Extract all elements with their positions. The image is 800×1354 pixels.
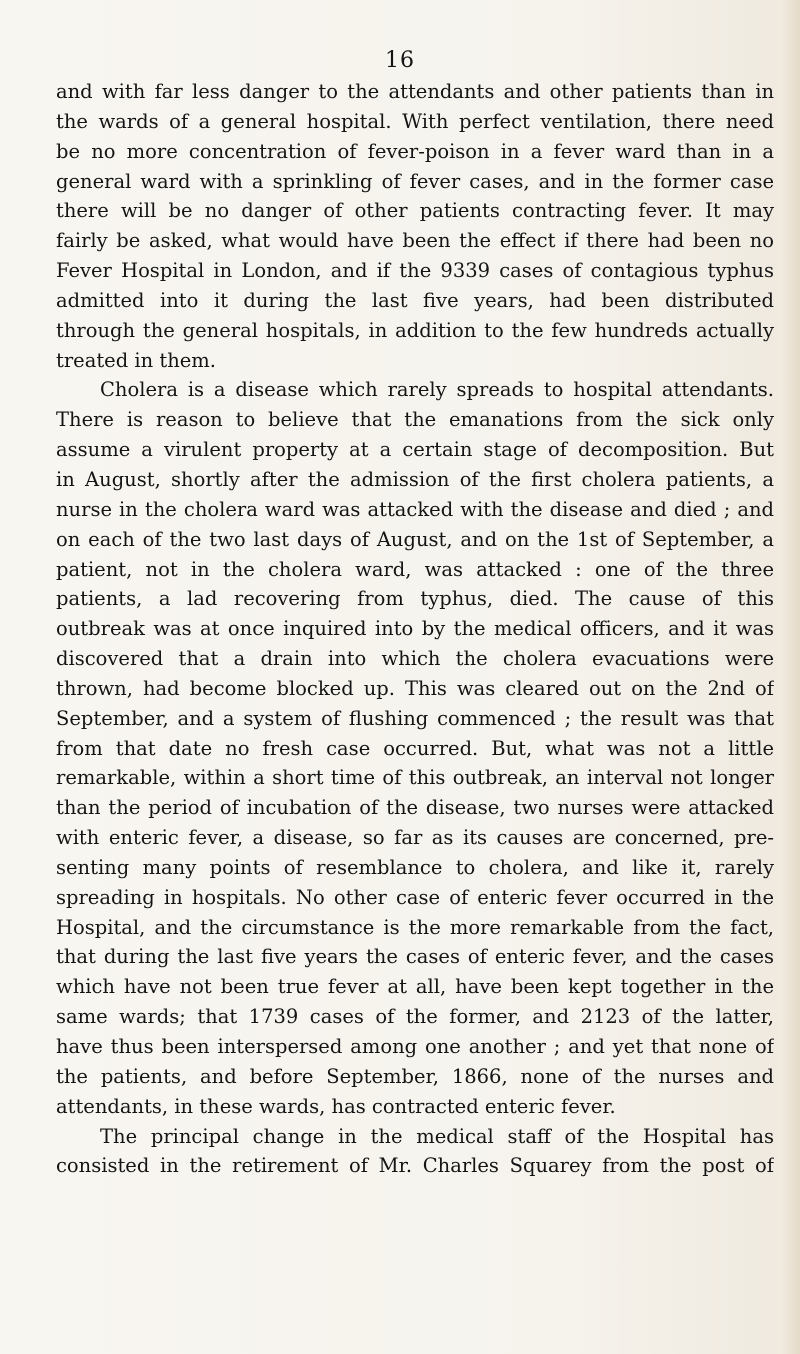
text-line: general ward with a sprinkling of fever cases, and in the former case xyxy=(56,169,774,193)
text-line: nurse in the cholera ward was attacked with the disease and died ; and xyxy=(56,497,774,521)
text-line: discovered that a drain into which the cholera evacuations were xyxy=(56,647,774,671)
text-line: outbreak was at once inquired into by the medical officers, and it was xyxy=(56,617,774,641)
text-line: assume a virulent property at a certain stage of decomposition. But xyxy=(56,438,774,462)
text-line: Cholera is a disease which rarely spreads to hospital attendants. xyxy=(100,378,774,402)
text-line: senting many points of resemblance to cholera, and like it, rarely xyxy=(56,855,774,879)
text-line: on each of the two last days of August, and on the 1st of September, a xyxy=(56,527,774,551)
text-line: which have not been true fever at all, have been kept together in the xyxy=(56,975,774,999)
text-line: The principal change in the medical staff of the Hospital has xyxy=(100,1124,774,1148)
text-line: consisted in the retirement of Mr. Charles Squarey from the post of xyxy=(56,1154,774,1178)
text-line: that during the last five years the cases of enteric fever, and the cases xyxy=(56,945,774,969)
text-line: There is reason to believe that the emanations from the sick only xyxy=(56,408,774,432)
text-line: fairly be asked, what would have been the effect if there had been no xyxy=(56,229,774,253)
text-line: spreading in hospitals. No other case of enteric fever occurred in the xyxy=(56,885,774,909)
text-line: patients, a lad recovering from typhus, died. The cause of this xyxy=(56,587,774,611)
text-line: Hospital, and the circumstance is the more remarkable from the fact, xyxy=(56,915,774,939)
text-line: thrown, had become blocked up. This was cleared out on the 2nd of xyxy=(56,676,774,700)
text-line: remarkable, within a short time of this outbreak, an interval not longer xyxy=(56,766,774,790)
text-line: admitted into it during the last five years, had been distributed xyxy=(56,288,774,312)
text-line: patient, not in the cholera ward, was attacked : one of the three xyxy=(56,557,774,581)
text-line: through the general hospitals, in addition to the few hundreds actually xyxy=(56,318,774,342)
text-line: than the period of incubation of the disease, two nurses were attacked xyxy=(56,796,774,820)
text-line: attendants, in these wards, has contracted enteric fever. xyxy=(56,1094,616,1118)
text-line: have thus been interspersed among one another ; and yet that none of xyxy=(56,1035,774,1058)
text-line: from that date no fresh case occurred. But, what was not a little xyxy=(56,736,774,760)
body-text xyxy=(56,77,774,1181)
page-number: 16 xyxy=(385,48,415,73)
text-line: September, and a system of flushing commenced ; the result was that xyxy=(56,706,774,730)
text-line: the patients, and before September, 1866, none of the nurses and xyxy=(56,1064,774,1088)
text-line: and with far less danger to the attendants and other patients than in xyxy=(56,80,774,103)
text-line: with enteric fever, a disease, so far as its causes are concerned, pre- xyxy=(56,826,774,850)
text-line: in August, shortly after the admission of the first cholera patients, a xyxy=(56,467,774,491)
text-line: same wards; that 1739 cases of the former, and 2123 of the latter, xyxy=(56,1005,774,1029)
text-line: Fever Hospital in London, and if the 9339 cases of contagious typhus xyxy=(56,259,774,283)
text-line: be no more concentration of fever-poison in a fever ward than in a xyxy=(56,139,774,163)
page-edge-shadow xyxy=(782,0,800,1354)
text-line: there will be no danger of other patients contracting fever. It may xyxy=(56,199,774,223)
text-line: treated in them. xyxy=(56,348,216,372)
text-line: the wards of a general hospital. With perfect ventilation, there need xyxy=(56,109,774,133)
